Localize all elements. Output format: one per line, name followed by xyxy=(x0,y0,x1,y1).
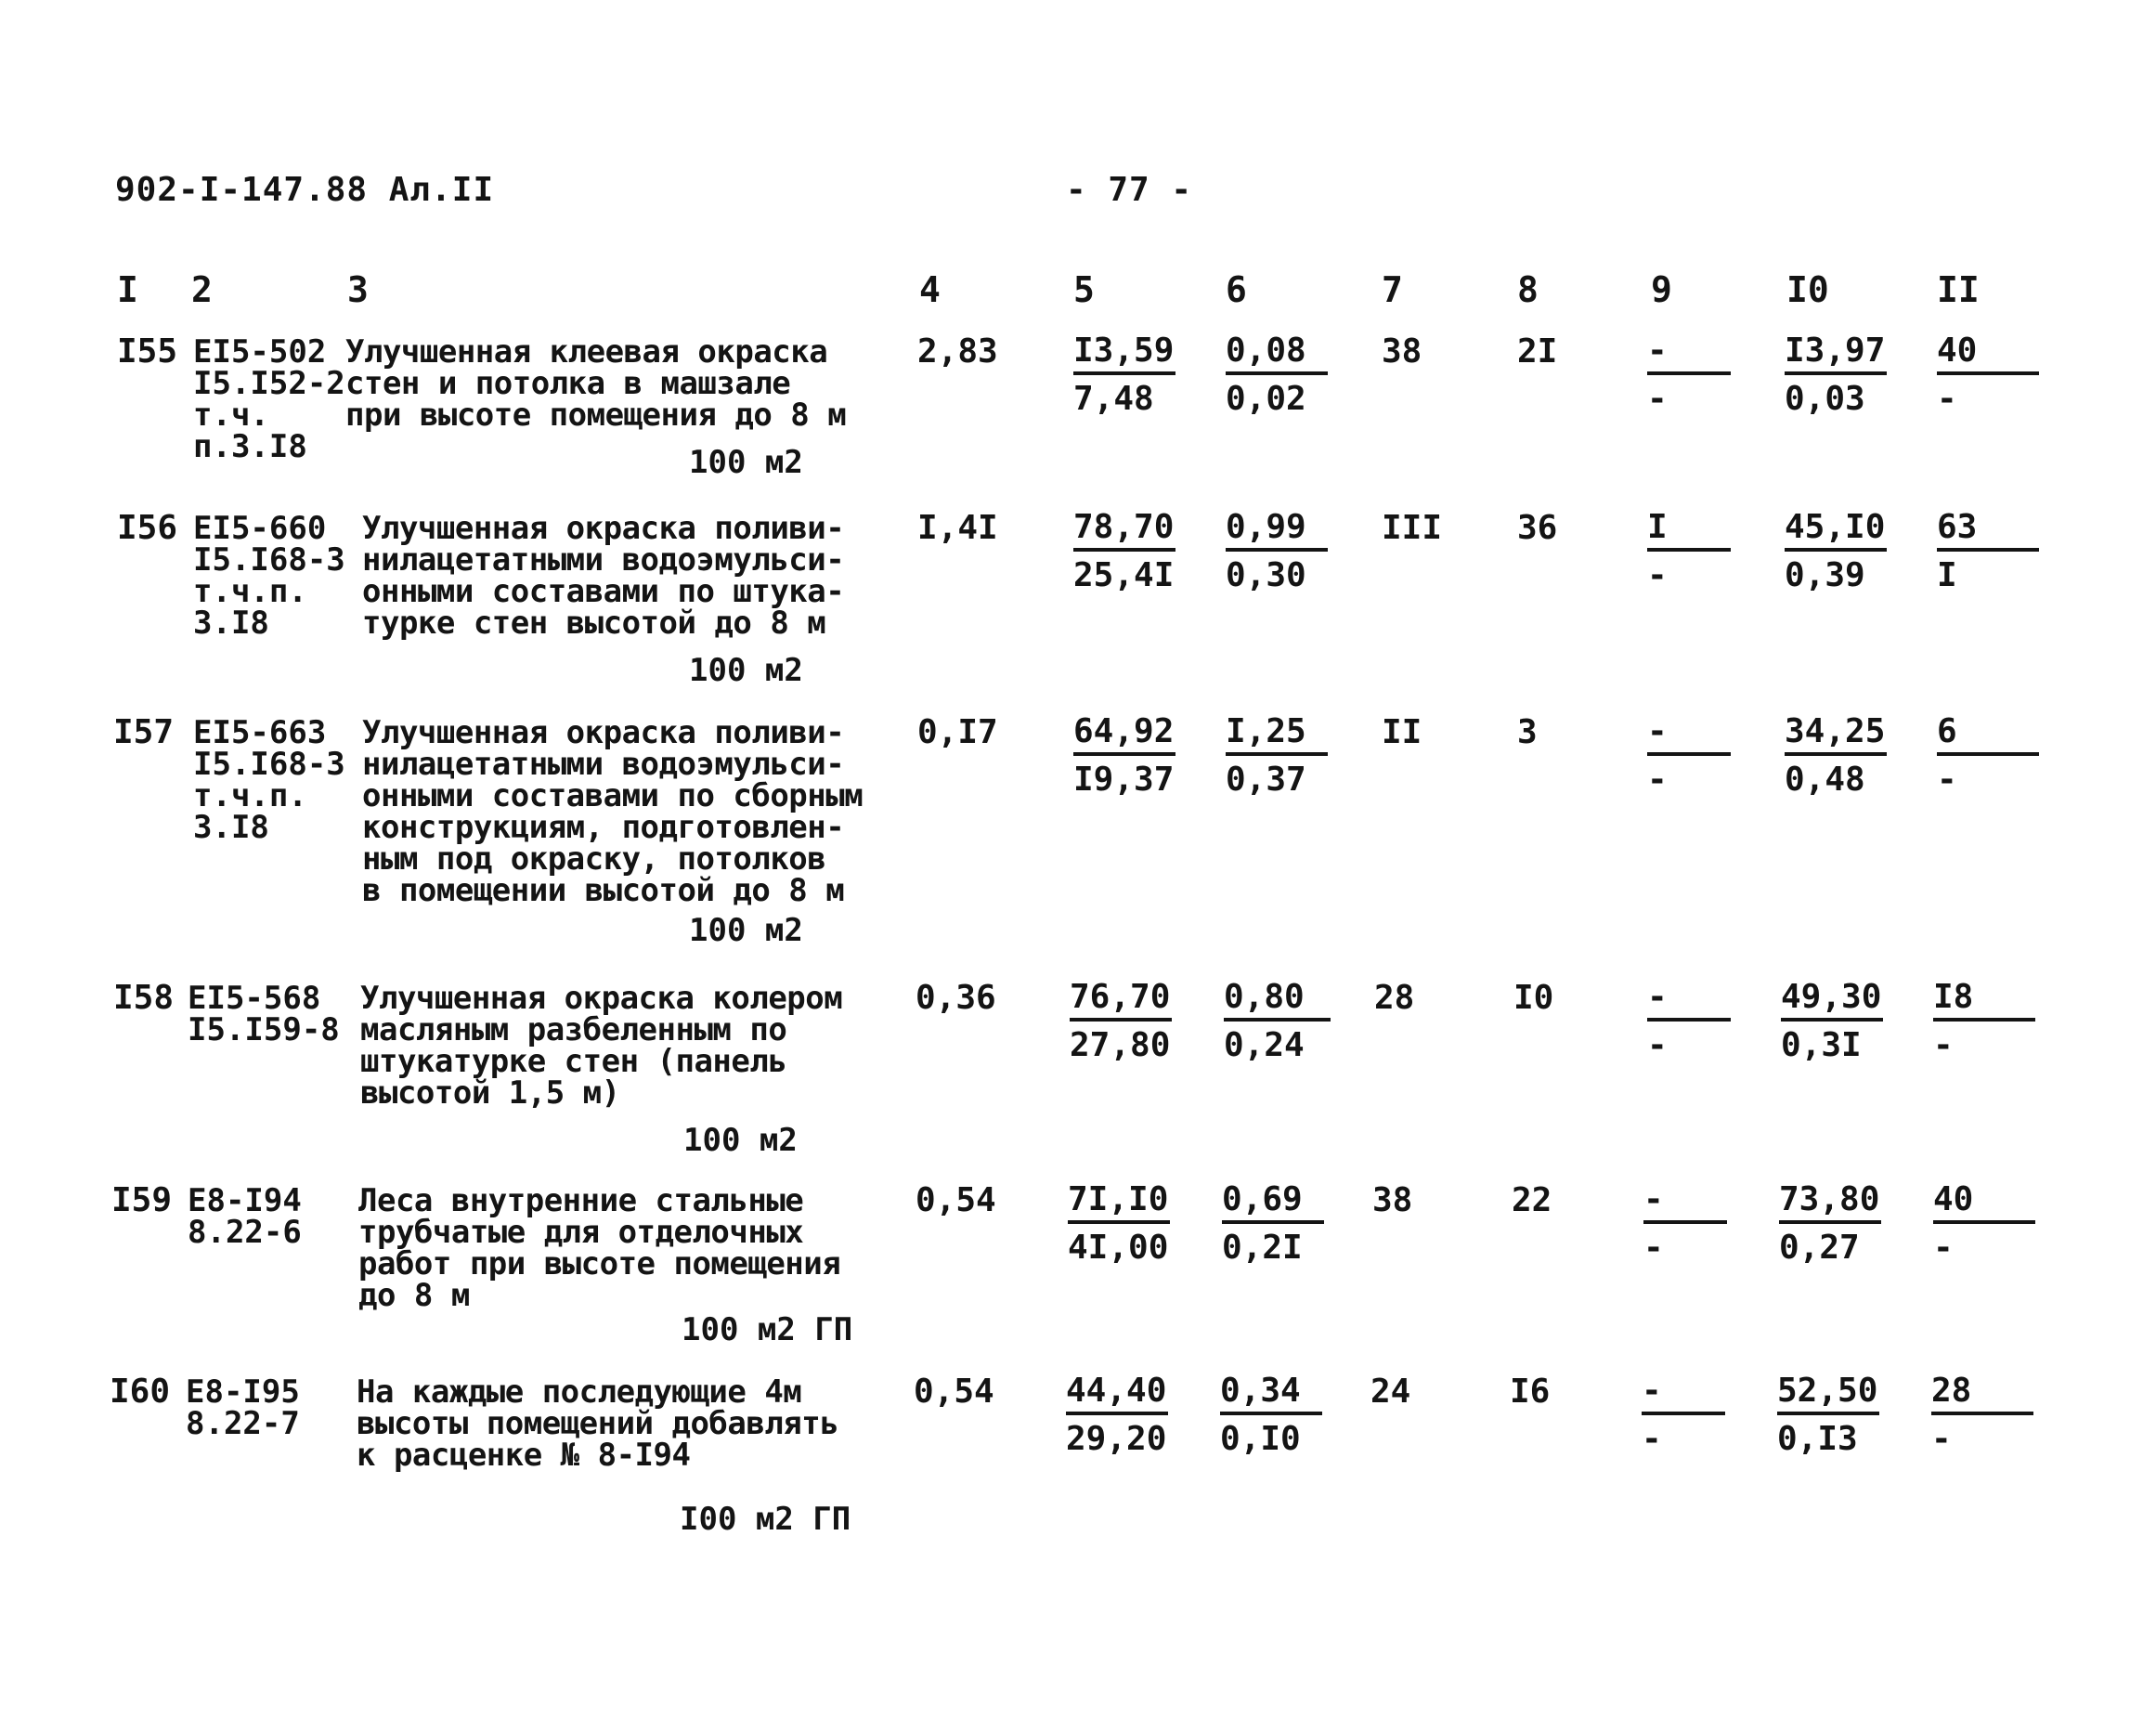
cost-fraction-col11 xyxy=(1933,979,2035,1064)
work-description: Улучшенная клеевая окраска стен и потолка в машзале при высоте помещения до 8 м xyxy=(345,333,847,434)
fraction-bottom: I9,37 xyxy=(1073,761,1175,799)
value-col8: 36 xyxy=(1517,509,1558,547)
fraction-bottom: - xyxy=(1647,761,1668,799)
cost-fraction-col10 xyxy=(1785,713,1887,799)
fraction-bottom: 0,03 xyxy=(1785,380,1865,418)
cost-fraction-col6 xyxy=(1222,1181,1324,1267)
fraction-top: I3,97 xyxy=(1785,332,1887,375)
column-number-8: 8 xyxy=(1517,269,1539,310)
work-description: Улучшенная окраска колером масляным разбеленным по штукатурке стен (панель высотой 1,5 м) xyxy=(360,980,843,1112)
fraction-bottom: 0,I0 xyxy=(1220,1420,1301,1458)
fraction-bottom: - xyxy=(1642,1420,1662,1458)
quantity-value: 0,36 xyxy=(916,979,996,1017)
value-col8: 2I xyxy=(1517,332,1558,371)
fraction-bottom: - xyxy=(1933,1229,1954,1267)
fraction-bottom: 7,48 xyxy=(1073,380,1154,418)
fraction-bottom: 27,80 xyxy=(1070,1026,1171,1064)
fraction-top: I xyxy=(1647,509,1731,552)
fraction-top: 52,50 xyxy=(1777,1373,1879,1415)
value-col7: 24 xyxy=(1370,1373,1411,1411)
cost-fraction-col10 xyxy=(1785,332,1887,418)
fraction-bottom: 4I,00 xyxy=(1068,1229,1169,1267)
fraction-bottom: - xyxy=(1647,1026,1668,1064)
work-description: Улучшенная окраска поливи- нилацетатными водоэмульси- онными составами по сборным конструкциям, подготовлен- ным под окраску, потолков в помещении высотой до 8 м xyxy=(362,714,864,909)
fraction-top: - xyxy=(1643,1181,1727,1224)
row-number: I55 xyxy=(117,332,178,371)
column-number-3: 3 xyxy=(347,269,369,310)
cost-fraction-col9 xyxy=(1647,713,1731,799)
unit-of-measure: 100 м2 ГП xyxy=(682,1311,853,1348)
value-col7: 28 xyxy=(1374,979,1415,1017)
fraction-bottom: - xyxy=(1647,380,1668,418)
unit-of-measure: 100 м2 xyxy=(689,444,803,481)
rate-code: E8-I94 8.22-6 xyxy=(188,1182,302,1251)
fraction-top: - xyxy=(1647,979,1731,1022)
column-number-9: 9 xyxy=(1651,269,1672,310)
fraction-top: I,25 xyxy=(1226,713,1328,756)
work-description: Леса внутренние стальные трубчатые для отделочных работ при высоте помещения до 8 м xyxy=(358,1182,841,1314)
fraction-top: 78,70 xyxy=(1073,509,1175,552)
column-number-2: 2 xyxy=(191,269,213,310)
fraction-top: I8 xyxy=(1933,979,2035,1022)
fraction-top: 40 xyxy=(1937,332,2039,375)
fraction-top: - xyxy=(1647,713,1731,756)
fraction-top: 0,69 xyxy=(1222,1181,1324,1224)
cost-fraction-col6 xyxy=(1226,713,1328,799)
fraction-bottom: 29,20 xyxy=(1066,1420,1167,1458)
fraction-top: - xyxy=(1642,1373,1725,1415)
fraction-top: 73,80 xyxy=(1779,1181,1881,1224)
cost-fraction-col5 xyxy=(1073,332,1175,418)
cost-fraction-col6 xyxy=(1224,979,1331,1064)
fraction-top: 0,80 xyxy=(1224,979,1331,1022)
fraction-top: 45,I0 xyxy=(1785,509,1887,552)
value-col7: 38 xyxy=(1382,332,1422,371)
cost-fraction-col9 xyxy=(1643,1181,1727,1267)
fraction-bottom: - xyxy=(1931,1420,1952,1458)
column-number-1: I xyxy=(117,269,138,310)
row-number: I58 xyxy=(113,979,175,1017)
cost-fraction-col11 xyxy=(1933,1181,2035,1267)
unit-of-measure: 100 м2 xyxy=(683,1122,798,1159)
cost-fraction-col5 xyxy=(1068,1181,1170,1267)
fraction-top: 63 xyxy=(1937,509,2039,552)
quantity-value: 2,83 xyxy=(917,332,998,371)
fraction-bottom: 0,27 xyxy=(1779,1229,1860,1267)
cost-fraction-col11 xyxy=(1937,713,2039,799)
fraction-bottom: 0,39 xyxy=(1785,556,1865,594)
fraction-bottom: I xyxy=(1937,556,1957,594)
rate-code: EI5-660 I5.I68-3 т.ч.п. 3.I8 xyxy=(193,510,345,642)
cost-fraction-col9 xyxy=(1647,509,1731,594)
quantity-value: 0,I7 xyxy=(917,713,998,751)
fraction-top: 64,92 xyxy=(1073,713,1175,756)
cost-fraction-col10 xyxy=(1779,1181,1881,1267)
fraction-bottom: 0,I3 xyxy=(1777,1420,1858,1458)
column-number-6: 6 xyxy=(1226,269,1247,310)
fraction-bottom: - xyxy=(1647,556,1668,594)
fraction-top: 0,99 xyxy=(1226,509,1328,552)
cost-fraction-col6 xyxy=(1226,332,1328,418)
cost-fraction-col5 xyxy=(1070,979,1172,1064)
column-number-row xyxy=(0,269,2156,316)
rate-code: EI5-568 I5.I59-8 xyxy=(188,980,340,1048)
cost-fraction-col9 xyxy=(1647,979,1731,1064)
fraction-top: 7I,I0 xyxy=(1068,1181,1170,1224)
fraction-bottom: 0,3I xyxy=(1781,1026,1862,1064)
row-number: I59 xyxy=(111,1181,173,1219)
cost-fraction-col9 xyxy=(1642,1373,1725,1458)
fraction-bottom: 0,24 xyxy=(1224,1026,1305,1064)
cost-fraction-col5 xyxy=(1073,713,1175,799)
fraction-bottom: - xyxy=(1643,1229,1664,1267)
fraction-bottom: 0,48 xyxy=(1785,761,1865,799)
cost-fraction-col6 xyxy=(1226,509,1328,594)
rate-code: E8-I95 8.22-7 xyxy=(186,1373,300,1442)
row-number: I57 xyxy=(113,713,175,751)
column-number-10: I0 xyxy=(1786,269,1829,310)
fraction-top: - xyxy=(1647,332,1731,375)
work-description: Улучшенная окраска поливи- нилацетатными водоэмульси- онными составами по штука- турке стен высотой до 8 м xyxy=(362,510,845,642)
fraction-bottom: 25,4I xyxy=(1073,556,1175,594)
fraction-top: 28 xyxy=(1931,1373,2033,1415)
fraction-top: 6 xyxy=(1937,713,2039,756)
cost-fraction-col11 xyxy=(1937,332,2039,418)
fraction-top: 49,30 xyxy=(1781,979,1883,1022)
value-col8: I6 xyxy=(1510,1373,1551,1411)
fraction-bottom: 0,2I xyxy=(1222,1229,1303,1267)
document-code: 902-I-147.88 Ал.II xyxy=(115,171,495,209)
value-col8: I0 xyxy=(1513,979,1554,1017)
unit-of-measure: 100 м2 xyxy=(689,912,803,949)
row-number: I56 xyxy=(117,509,178,547)
cost-fraction-col11 xyxy=(1931,1373,2033,1458)
cost-fraction-col6 xyxy=(1220,1373,1322,1458)
cost-fraction-col5 xyxy=(1073,509,1175,594)
fraction-top: 0,08 xyxy=(1226,332,1328,375)
fraction-bottom: - xyxy=(1933,1026,1954,1064)
value-col7: II xyxy=(1382,713,1422,751)
value-col7: III xyxy=(1382,509,1443,547)
fraction-top: 40 xyxy=(1933,1181,2035,1224)
unit-of-measure: I00 м2 ГП xyxy=(680,1501,851,1538)
cost-fraction-col10 xyxy=(1785,509,1887,594)
row-number: I60 xyxy=(110,1373,171,1411)
fraction-bottom: 0,37 xyxy=(1226,761,1306,799)
quantity-value: 0,54 xyxy=(914,1373,994,1411)
rate-code: EI5-663 I5.I68-3 т.ч.п. 3.I8 xyxy=(193,714,345,846)
quantity-value: 0,54 xyxy=(916,1181,996,1219)
fraction-bottom: - xyxy=(1937,380,1957,418)
fraction-top: 34,25 xyxy=(1785,713,1887,756)
unit-of-measure: 100 м2 xyxy=(689,652,803,689)
fraction-top: 76,70 xyxy=(1070,979,1172,1022)
column-number-5: 5 xyxy=(1073,269,1095,310)
cost-fraction-col11 xyxy=(1937,509,2039,594)
value-col7: 38 xyxy=(1372,1181,1413,1219)
column-number-7: 7 xyxy=(1382,269,1403,310)
cost-fraction-col9 xyxy=(1647,332,1731,418)
rate-code: EI5-502 I5.I52-2 т.ч. п.3.I8 xyxy=(193,333,345,465)
column-number-11: II xyxy=(1937,269,1980,310)
fraction-top: I3,59 xyxy=(1073,332,1175,375)
work-description: На каждые последующие 4м высоты помещений добавлять к расценке № 8-I94 xyxy=(357,1373,839,1474)
value-col8: 3 xyxy=(1517,713,1538,751)
cost-fraction-col10 xyxy=(1777,1373,1879,1458)
fraction-bottom: - xyxy=(1937,761,1957,799)
cost-fraction-col5 xyxy=(1066,1373,1168,1458)
fraction-top: 44,40 xyxy=(1066,1373,1168,1415)
value-col8: 22 xyxy=(1512,1181,1552,1219)
fraction-top: 0,34 xyxy=(1220,1373,1322,1415)
column-number-4: 4 xyxy=(919,269,941,310)
fraction-bottom: 0,02 xyxy=(1226,380,1306,418)
fraction-bottom: 0,30 xyxy=(1226,556,1306,594)
page-number: - 77 - xyxy=(1066,171,1193,209)
quantity-value: I,4I xyxy=(917,509,998,547)
cost-fraction-col10 xyxy=(1781,979,1883,1064)
